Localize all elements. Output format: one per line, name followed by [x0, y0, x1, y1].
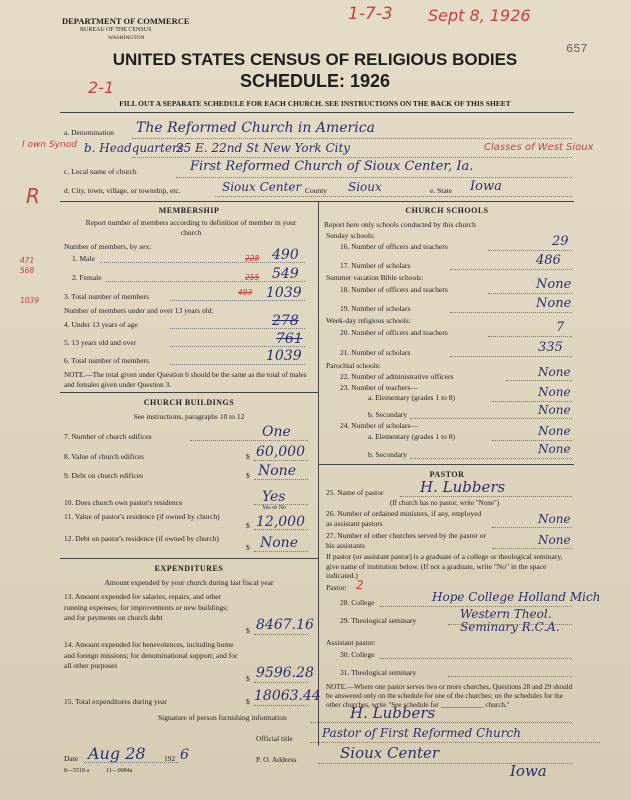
- city: WASHINGTON: [108, 35, 145, 41]
- pastor-sub-label: Pastor:: [326, 583, 347, 592]
- q3-strike: 483: [238, 288, 253, 297]
- q8-dollar: $: [246, 452, 250, 461]
- q30-label: 30. College: [340, 650, 375, 659]
- q24-label: 24. Number of scholars—: [340, 421, 418, 430]
- q6-value: 1039: [266, 348, 302, 364]
- title-value: Pastor of First Reformed Church: [322, 726, 521, 740]
- print-code: 8—5518 a: [64, 768, 90, 774]
- q23b-value: None: [538, 403, 571, 417]
- pastor-heading: PASTOR: [429, 470, 465, 479]
- by-sex-label: Number of members, by sex:: [64, 242, 152, 251]
- q18-label: 18. Number of officers and teachers: [340, 285, 448, 294]
- side-letter: R: [26, 184, 40, 208]
- county-label: County: [305, 186, 328, 195]
- q21-value: 335: [538, 340, 563, 355]
- state-value: Iowa: [470, 179, 502, 194]
- q24b-label: b. Secondary: [368, 450, 408, 459]
- q25-hint: (If church has no pastor, write "None"): [390, 499, 500, 507]
- q10-value: Yes: [262, 489, 286, 505]
- q20-label: 20. Number of officers and teachers: [340, 328, 448, 337]
- q13-value: 8467.16: [256, 617, 314, 633]
- q9-value: None: [258, 463, 296, 479]
- q25-label: 25. Name of pastor: [326, 488, 384, 497]
- q12-value: None: [260, 535, 298, 551]
- q3-value: 1039: [266, 285, 302, 301]
- sunday-label: Sunday schools:: [326, 231, 375, 240]
- q14-label: 14. Amount expended for benevolences, including home and foreign missions; for denominational support; and for all other purposes: [64, 640, 238, 670]
- local-name-value: First Reformed Church of Sioux Center, Ia.: [190, 159, 474, 174]
- hand-code: 2-1: [88, 78, 115, 97]
- hand-date-2: Sept 8, 1926: [428, 6, 531, 25]
- parochial-label: Parochial schools:: [326, 361, 381, 370]
- q2-value: 549: [272, 266, 299, 282]
- side-note: I own Synod: [22, 140, 77, 150]
- headquarters-label: b. Headquarters: [84, 141, 184, 155]
- q23a-label: a. Elementary (grades 1 to 8): [368, 393, 456, 402]
- q25-value: H. Lubbers: [420, 478, 506, 496]
- q17-value: 486: [536, 253, 561, 268]
- q11-value: 12,000: [256, 514, 305, 530]
- schools-sub: Report here only schools conducted by this church: [324, 220, 476, 229]
- q8-value: 60,000: [256, 444, 305, 460]
- hand-date-1: 1-7-3: [348, 4, 393, 24]
- summer-label: Summer vacation Bible schools:: [326, 273, 424, 282]
- q9-dollar: $: [246, 471, 250, 480]
- q22-label: 22. Number of administrative officers: [340, 372, 454, 381]
- q27-label: 27. Number of other churches served by the pastor or his assistants: [326, 531, 486, 550]
- q27-value: None: [538, 533, 571, 547]
- q28-label: 28. College: [340, 598, 375, 607]
- q23b-label: b. Secondary: [368, 410, 408, 419]
- q12-dollar: $: [246, 543, 250, 552]
- q26-label: 26. Number of ordained ministers, if any, employed as assistant pastors: [326, 509, 482, 528]
- q28-value: Hope College Holland Mich: [432, 590, 601, 604]
- signature-label: Signature of person furnishing information: [158, 713, 287, 722]
- county-value: Sioux: [348, 180, 382, 194]
- q24a-value: None: [538, 424, 571, 438]
- q14-value: 9596.28: [256, 665, 314, 681]
- q10-label: 10. Does church own pastor's residence: [64, 498, 183, 507]
- state-label: e. State: [430, 186, 453, 195]
- year-prefix: 192: [164, 754, 176, 763]
- q10-hint: Yes or No: [262, 505, 287, 511]
- q6-label: 6. Total number of members: [64, 356, 149, 365]
- q19-value: None: [536, 296, 572, 311]
- address-line2: Iowa: [510, 762, 547, 780]
- q24a-label: a. Elementary (grades 1 to 8): [368, 432, 456, 441]
- weekday-label: Week-day religious schools:: [326, 316, 411, 325]
- date-value: Aug 28: [88, 744, 146, 763]
- q15-label: 15. Total expenditures during year: [64, 697, 167, 706]
- q17-label: 17. Number of scholars: [340, 261, 411, 270]
- title-label: Official title: [256, 734, 293, 743]
- denomination-label: a. Denomination: [64, 128, 114, 137]
- q15-dollar: $: [246, 697, 250, 706]
- q22-value: None: [538, 365, 571, 379]
- schedule-title: SCHEDULE: 1926: [239, 71, 391, 91]
- q11-label: 11. Value of pastor's residence (if owned by church): [64, 512, 220, 521]
- margin-note-2: 568: [20, 266, 35, 275]
- q18-value: None: [536, 277, 572, 292]
- q7-value: One: [262, 424, 291, 440]
- q23a-value: None: [538, 385, 571, 399]
- city-value: Sioux Center: [222, 180, 302, 194]
- q11-dollar: $: [246, 521, 250, 530]
- local-name-label: c. Local name of church: [64, 167, 137, 176]
- q9-label: 9. Debt on church edifices: [64, 471, 143, 480]
- q2-strike: 255: [245, 273, 260, 282]
- q24b-value: None: [538, 442, 571, 456]
- q13-label: 13. Amount expended for salaries, repairs, and other running expenses; for improvements or new buildings; and for payments on church debt: [64, 592, 229, 622]
- year-digit: 6: [180, 747, 189, 763]
- address-label: P. O. Address: [256, 755, 297, 764]
- q31-label: 31. Theological seminary: [340, 668, 417, 677]
- q12-label: 12. Debt on pastor's residence (if owned by church): [64, 534, 219, 543]
- headquarters-extra: Classes of West Sioux: [484, 142, 594, 153]
- q21-label: 21. Number of scholars: [340, 348, 411, 357]
- q20-value: 7: [556, 320, 565, 335]
- q5-label: 5. 13 years old and over: [64, 338, 137, 347]
- q3-label: 3. Total number of members: [64, 292, 149, 301]
- q1-value: 490: [272, 247, 299, 263]
- date-label: Date: [64, 754, 79, 763]
- q16-value: 29: [552, 234, 569, 249]
- assistant-label: Assistant pastor:: [326, 638, 376, 647]
- department: DEPARTMENT OF COMMERCE: [62, 16, 190, 26]
- q15-value: 18063.44: [254, 688, 321, 704]
- print-code-2: 11—9084a: [106, 768, 133, 774]
- city-label: d. City, town, village, or township, etc.: [64, 186, 181, 195]
- denomination-value: The Reformed Church in America: [136, 120, 375, 136]
- buildings-sub: See instructions, paragraphs 10 to 12: [133, 412, 245, 421]
- q13-dollar: $: [246, 626, 250, 635]
- q1-label: 1. Male: [72, 254, 95, 263]
- q5-value: 761: [276, 331, 303, 347]
- q19-label: 19. Number of scholars: [340, 304, 411, 313]
- membership-intro: Report number of members according to definition of member in your church: [85, 218, 297, 237]
- pastor-note: NOTE.—Where one pastor serves two or more churches, Questions 28 and 29 should be answered only on the schedule for one of the churches; on the schedules for the other churches, write "See schedule for ____________ church.": [326, 683, 573, 709]
- q29-value: Western Theol. Seminary R.C.A.: [460, 607, 560, 634]
- expenditures-sub: Amount expended by your church during last fiscal year: [104, 578, 274, 587]
- q4-value: 278: [272, 313, 299, 329]
- q2-label: 2. Female: [72, 273, 102, 282]
- q7-label: 7. Number of church edifices: [64, 432, 152, 441]
- q29-label: 29. Theological seminary: [340, 616, 417, 625]
- stamp-number: 657: [566, 42, 588, 56]
- pastor-mark: 2: [356, 578, 364, 592]
- buildings-heading: CHURCH BUILDINGS: [143, 398, 235, 407]
- q16-label: 16. Number of officers and teachers: [340, 242, 448, 251]
- membership-heading: MEMBERSHIP: [158, 206, 220, 215]
- address-value: Sioux Center: [340, 744, 440, 762]
- instructions: FILL OUT A SEPARATE SCHEDULE FOR EACH CHURCH. SEE INSTRUCTIONS ON THE BACK OF THIS SHEET: [119, 99, 511, 108]
- form-title: UNITED STATES CENSUS OF RELIGIOUS BODIES: [112, 50, 518, 69]
- age-intro: Number of members under and over 13 years old:: [64, 306, 214, 315]
- headquarters-value: 25 E. 22nd St New York City: [176, 141, 351, 155]
- grad-note: If pastor (or assistant pastor) is a graduate of a college or theological seminary, give name of institution below. (If not a graduate, write "No" in the space indicated.): [326, 552, 563, 580]
- q23-label: 23. Number of teachers—: [340, 383, 418, 392]
- q14-dollar: $: [246, 674, 250, 683]
- schools-heading: CHURCH SCHOOLS: [405, 206, 489, 215]
- bureau: BUREAU OF THE CENSUS: [80, 27, 152, 33]
- expenditures-heading: EXPENDITURES: [154, 564, 224, 573]
- membership-note: NOTE.—The total given under Question 6 should be the same as the total of males and females given under Question 3.: [64, 370, 307, 389]
- margin-note-3: 1039: [20, 296, 40, 305]
- q26-value: None: [538, 512, 571, 526]
- q1-strike: 228: [245, 254, 260, 263]
- signature-value: H. Lubbers: [350, 704, 436, 722]
- q4-label: 4. Under 13 years of age: [64, 320, 138, 329]
- q8-label: 8. Value of church edifices: [64, 452, 145, 461]
- margin-note-1: 471: [20, 256, 35, 265]
